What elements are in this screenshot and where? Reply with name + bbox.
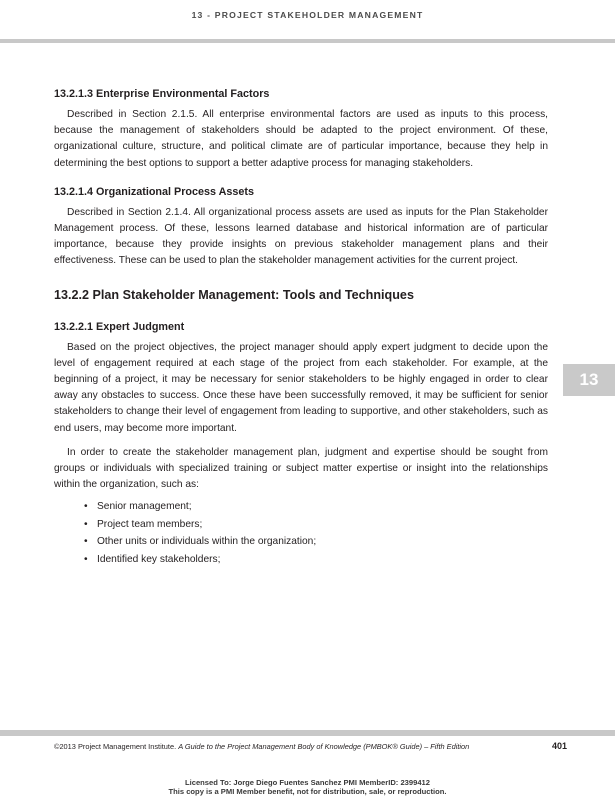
footer-citation <box>54 742 469 751</box>
license-line-2: This copy is a PMI Member benefit, not for distribution, sale, or reproduction. <box>168 786 447 796</box>
section-heading-expert-judgment: 13.2.2.1 Expert Judgment <box>54 320 185 333</box>
footer-copyright: ©2013 Project Management Institute. <box>54 742 177 751</box>
paragraph-eef: Described in Section 2.1.5. All enterprise environmental factors are used as inputs to this process, because the management of stakeholders should be adapted to the project environment. Of these, organizational culture, structure, and political climate are of particular importance, because they help in determining the best options to support a better adaptive process for managing stakeholders. <box>54 109 548 169</box>
page-number: 401 <box>551 741 567 751</box>
header-title: 13 - PROJECT STAKEHOLDER MANAGEMENT <box>191 10 424 20</box>
license-notice <box>0 779 615 796</box>
header-rule <box>0 39 615 43</box>
section-heading-tools-techniques: 13.2.2 Plan Stakeholder Management: Tools and Techniques <box>54 287 414 302</box>
footer-rule <box>0 730 615 736</box>
section-heading-opa: 13.2.1.4 Organizational Process Assets <box>54 185 255 198</box>
page-content <box>54 86 548 568</box>
paragraph-expert-judgment-1: Based on the project objectives, the project manager should apply expert judgment to decide upon the level of engagement required at each stage of the project from each stakeholder. For example, at the beginning of a project, it may be necessary for senior stakeholders to be highly engaged in order to clear away any obstacles to success. Once these have been successfully removed, it may be sufficient for senior stakeholders to change their level of engagement from leading to supportive, and other stakeholders, such as end users, may become more important. <box>54 341 548 434</box>
expert-list <box>54 498 548 568</box>
section-heading-eef: 13.2.1.3 Enterprise Environmental Factors <box>54 88 270 100</box>
list-item: • Senior management; <box>84 498 548 516</box>
running-header <box>0 0 615 40</box>
list-item: • Identified key stakeholders; <box>84 551 548 569</box>
paragraph-expert-judgment-2: In order to create the stakeholder management plan, judgment and expertise should be sought from groups or individuals with specialized training or subject matter expertise or insight into the relationships within the organization, such as: <box>54 446 548 491</box>
chapter-tab: 13 <box>563 364 615 396</box>
license-line-1: Licensed To: Jorge Diego Fuentes Sanchez PMI MemberID: 2399412 <box>184 778 431 787</box>
footer-book-title: A Guide to the Project Management Body of Knowledge (PMBOK® Guide) – Fifth Edition <box>178 742 470 751</box>
paragraph-opa: Described in Section 2.1.4. All organizational process assets are used as inputs for the Plan Stakeholder Management process. Of these, lessons learned database and historical information are of particular importance, because they provide insights on previous stakeholder management plans and their effectiveness. These can be used to plan the stakeholder management activities for the current project. <box>54 206 548 267</box>
list-item: • Project team members; <box>84 516 548 534</box>
list-item: • Other units or individuals within the organization; <box>84 533 548 551</box>
